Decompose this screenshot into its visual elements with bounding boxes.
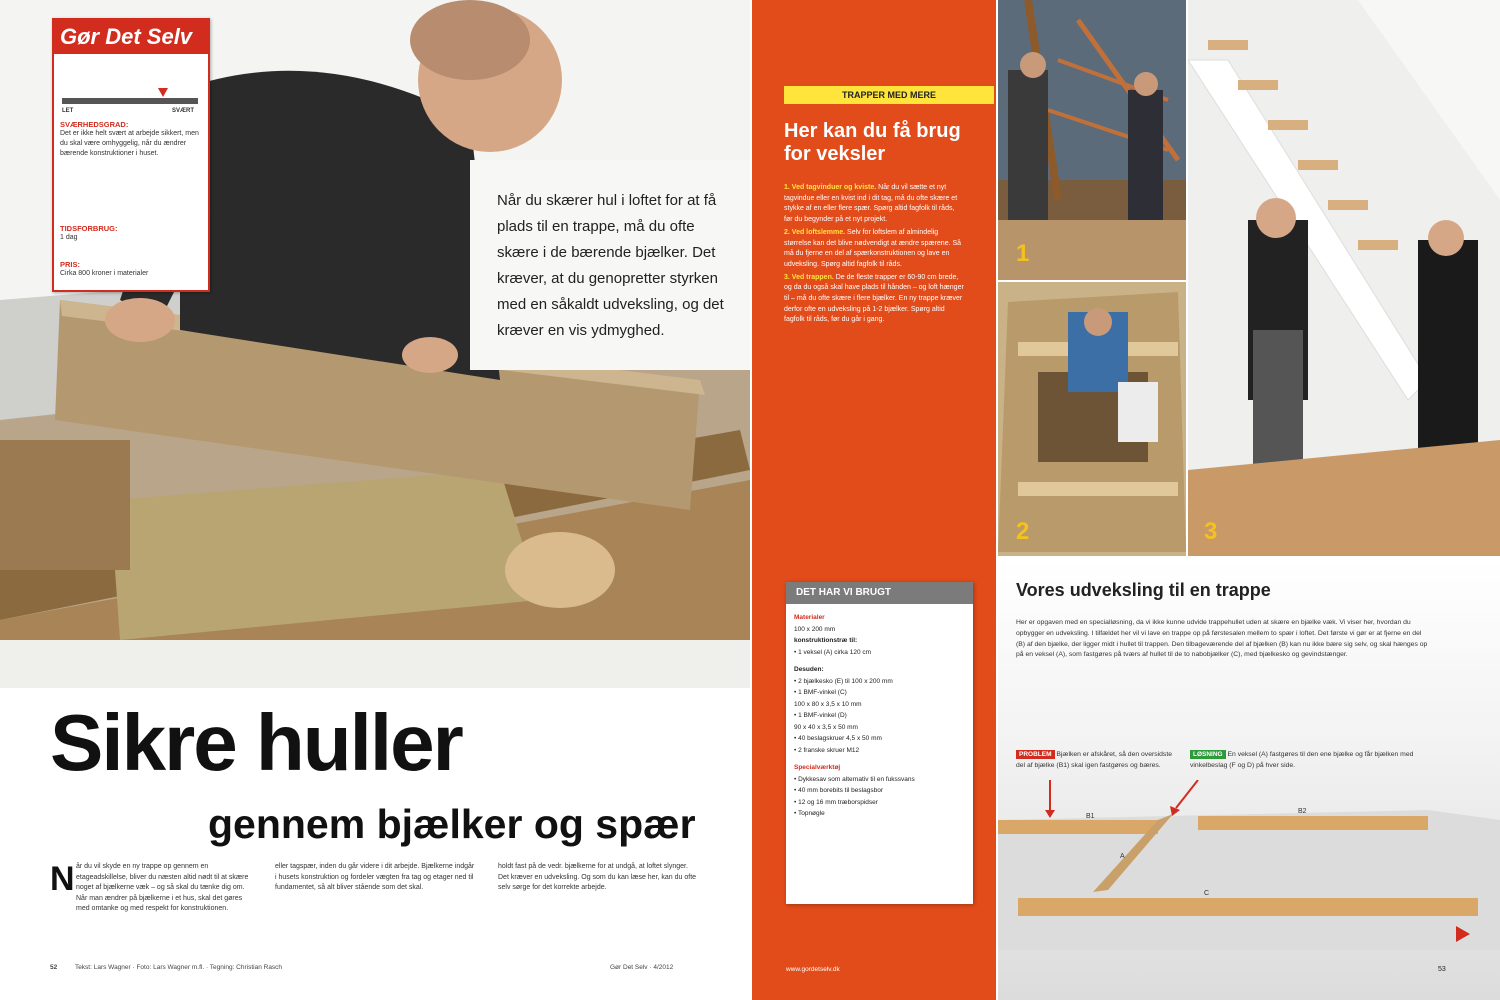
materials-line: • 1 BMF-vinkel (D) (794, 712, 847, 719)
photo-2-illustration (998, 282, 1186, 556)
difficulty-min-label: LET (62, 108, 74, 114)
materials-subheading: Desuden: (794, 666, 824, 673)
photo-1-illustration (998, 0, 1186, 280)
materials-line: • 40 beslagskruer 4,5 x 50 mm (794, 735, 882, 742)
step-text: De de fleste trapper er 60-90 cm brede, og da du også skal have plads til hånden – og loft hænger til – må du ofte skære i flere bjælker. En ny trappe kræver derfor ofte en udveksling på 1-2 bjælker. Spørg altid fagfolk til råds, før du går i gang. (784, 273, 964, 324)
materials-line: • 2 bjælkesko (E) til 100 x 200 mm (794, 677, 893, 685)
beam-diagram (998, 780, 1500, 950)
info-text: 1 dag (60, 234, 78, 241)
footer-left (50, 964, 720, 971)
materials-line: 100 x 80 x 3,5 x 10 mm (794, 700, 862, 708)
diagram-body: Her er opgaven med en specialløsning, da vi ikke kunne udvide trappehullet uden at skære en bjælke væk. Vi viser her, hvordan du opbygger en udveksling. I tilfældet her vil vi lave en trappe op på førstesalen mellem to spær i loftet. Det første vi gør er at fjerne en del (B) af den bjælke, der ligger midt i hullet til trappen. Den tilbageværende del af bjælken (B) kan nu ikke bære sig selv, og skal hænges op på en veksel (A), som fastgøres på tværs af hullet til de to nabobjælker (C), med bjælkesko og gevindstænger. (1016, 619, 1428, 659)
photo-staircase (1188, 0, 1500, 556)
body-column-1: år du vil skyde en ny trappe op gennem en etageadskillelse, bliver du næsten altid nødt til at skære noget af bjælkerne væk – og så skal du tænke dig om. Når man ændrer på bjælkerne i et hus, skal det gøres med omtanke og med respekt for konstruktionen. (76, 863, 249, 912)
materials-subheading: Specialværktøj (794, 764, 841, 771)
beam-b2 (1198, 816, 1428, 830)
diagram-title: Vores udveksling til en trappe (1016, 580, 1271, 600)
materials-line: 90 x 40 x 3,5 x 50 mm (794, 723, 858, 731)
materials-heading: DET HAR VI BRUGT (786, 582, 973, 604)
solution-tag: LØSNING (1190, 750, 1226, 759)
arrow-icon (1176, 780, 1198, 808)
beam-c (1018, 898, 1478, 916)
info-box (52, 18, 210, 292)
solution-text: En veksel (A) fastgøres til den ene bjælke og får bjælken med vinkelbeslag (F og D) på hver side. (1190, 751, 1414, 769)
article-subtitle: gennem bjælker og spær (208, 801, 696, 847)
info-label: SVÆRHEDSGRAD: (60, 120, 129, 129)
step-item (784, 273, 964, 327)
materials-line: konstruktionstræ til: (794, 637, 858, 644)
info-section-price (60, 260, 202, 279)
problem-text: Bjælken er afskåret, så den oversidste del af bjælke (B1) skal igen fastgøres og bæres. (1016, 751, 1172, 769)
difficulty-marker-icon (158, 88, 168, 97)
step-text: Når du vil sætte et nyt tagvindue eller en kvist ind i dit tag, må du ofte skære et stykke af en eller flere spær. Spørg altid fagfolk til råds, før du begynder på et nyt projekt. (784, 184, 958, 224)
step-heading: 1. Ved tagvinduer og kviste. (784, 184, 877, 191)
page-number-left: 52 (50, 964, 58, 971)
materials-box (786, 582, 973, 904)
difficulty-max-label: SVÆRT (172, 108, 195, 114)
info-section-difficulty (60, 120, 202, 159)
info-label: PRIS: (60, 260, 81, 269)
step-item (784, 183, 964, 226)
info-section-time (60, 224, 202, 243)
diagram-label: B1 (1086, 813, 1095, 820)
magazine-issue: Gør Det Selv · 4/2012 (610, 964, 674, 971)
step-heading: 3. Ved trappen. (784, 273, 834, 281)
arrow-head-icon (1170, 806, 1180, 816)
problem-tag: PROBLEM (1016, 750, 1055, 759)
step-item (784, 228, 964, 271)
drop-cap: N (50, 860, 75, 898)
info-text: Cirka 800 kroner i materialer (60, 270, 149, 277)
photo-roof-construction (998, 0, 1186, 280)
materials-line: • Topnøgle (794, 810, 825, 817)
beam-b1 (998, 820, 1158, 834)
problem-note (1016, 750, 1181, 772)
materials-line: • 40 mm borebits til beslagsbor (794, 787, 883, 794)
section-tag: TRAPPER MED MERE (784, 86, 994, 104)
photo-number: 1 (1016, 240, 1030, 267)
website-url: www.gordetselv.dk (786, 966, 840, 973)
info-label: TIDSFORBRUG: (60, 224, 118, 233)
arrow-head-icon (1045, 810, 1055, 818)
sidebar-steps (784, 183, 964, 326)
sidebar-title: Her kan du få brug for veksler (784, 120, 961, 165)
materials-list (794, 612, 966, 820)
info-text: Det er ikke helt svært at arbejde sikkert, men du skal være omhyggelig, når du ændrer bærende konstruktioner i huset. (60, 130, 199, 157)
badge-title: Gør Det Selv (54, 20, 208, 54)
materials-line: • 2 franske skruer M12 (794, 746, 860, 754)
step-text: Selv for loftslem af almindelig størrelse kan det blive nødvendigt at ændre spærene. Så må du fjerne en del af spærkonstruktionen og lave en udveksling. Spørg altid fagfolk til råds. (784, 228, 962, 268)
photo-3-illustration (1188, 0, 1500, 556)
materials-line: 100 x 200 mm (794, 625, 836, 633)
page-number-right: 53 (1438, 966, 1446, 973)
diagram-label: C (1204, 890, 1210, 897)
materials-line: • 1 veksel (A) cirka 120 cm (794, 648, 872, 656)
diagram-label: B2 (1298, 808, 1307, 815)
difficulty-scale (62, 98, 198, 104)
intro-text: Når du skærer hul i loftet for at få plads til en trappe, må du ofte skære i de bærende bjælker. Det kræver, at du genopretter styrken med en såkaldt udveksling, og det kræver en vis ydmyghed. (497, 192, 724, 339)
credits: Tekst: Lars Wagner · Foto: Lars Wagner m.fl. · Tegning: Christian Rasch (74, 964, 283, 971)
materials-subheading: Materialer (794, 614, 825, 621)
photo-number: 3 (1204, 518, 1218, 545)
photo-number: 2 (1016, 518, 1030, 545)
solution-note (1190, 750, 1430, 772)
diagram-label: A (1120, 853, 1125, 860)
body-column-3: holdt fast på de vedr. bjælkerne for at undgå, at loftet slynger. Det kræver en udveksling. Og som du kan læse her, kan du ofte selv sørge for det korrekte arbejde. (498, 863, 697, 891)
step-heading: 2. Ved loftslemme. (784, 228, 846, 236)
article-title: Sikre huller (50, 698, 462, 787)
materials-line: • 1 BMF-vinkel (C) (794, 689, 847, 696)
photo-attic-opening (998, 282, 1186, 556)
materials-line: • Dykkesav som alternativ til en fukssvans (794, 775, 915, 783)
body-column-2: eller tagspær, inden du går videre i dit arbejde. Bjælkerne indgår i husets konstruktion og fordeler vægten fra tag og etager ned til fundamentet, så alt bliver stående som det skal. (275, 863, 475, 891)
materials-line: • 12 og 16 mm træborspidser (794, 798, 878, 806)
